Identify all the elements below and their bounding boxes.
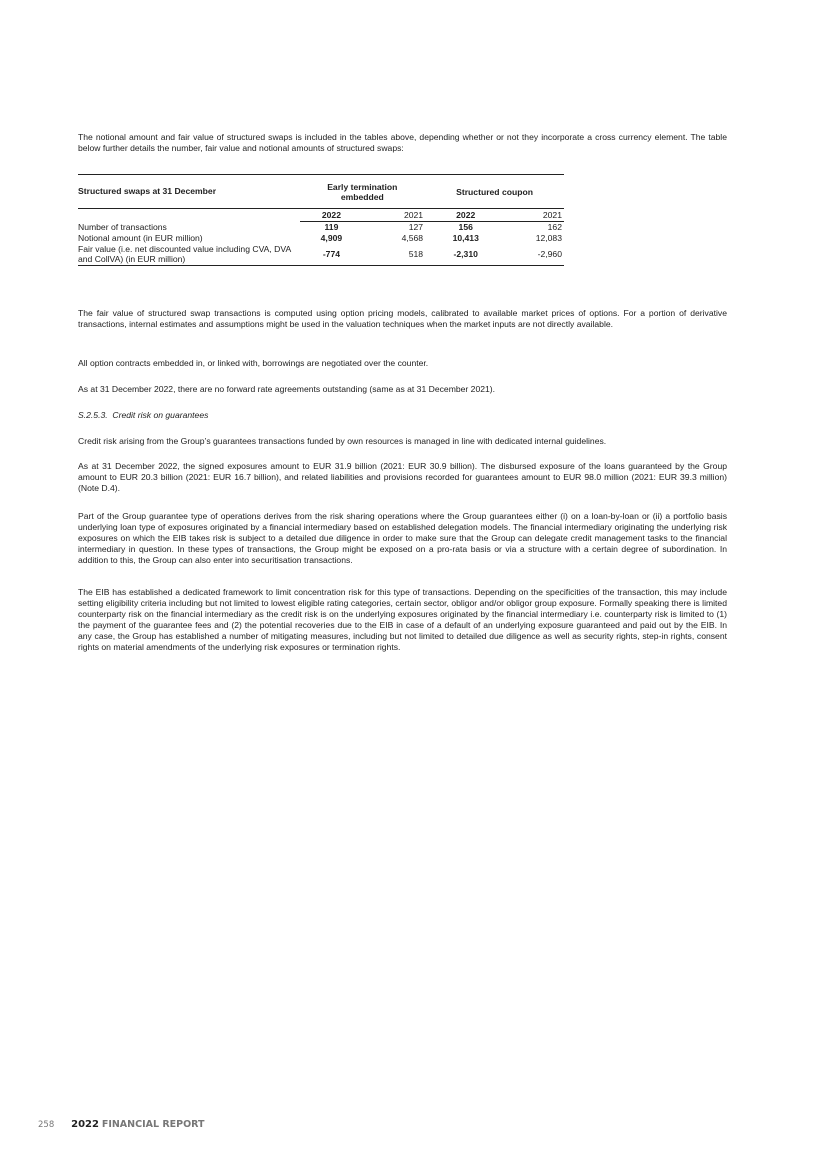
valuation-paragraph: The fair value of structured swap transactions is computed using option pricing models, calibrated to available market prices of options. For a portion of derivative transactions, internal estimates and assumptions might be used in the valuation techniques when the market inputs are not directly available. [78, 308, 727, 329]
cell: 10,413 [452, 233, 479, 243]
year-col-4: 2021 [506, 209, 564, 222]
table-row [78, 222, 564, 234]
table-header-row [78, 175, 564, 209]
cell: -2,960 [506, 244, 564, 266]
otc-paragraph: All option contracts embedded in, or linked with, borrowings are negotiated over the counter. [78, 358, 429, 368]
year-col-1: 2022 [300, 209, 364, 222]
guarantees-intro-paragraph: Credit risk arising from the Group’s guarantees transactions funded by own resources is managed in line with dedicated internal guidelines. [78, 436, 607, 446]
cell: 162 [547, 222, 562, 232]
year-header-row [78, 209, 564, 222]
risk-sharing-paragraph: Part of the Group guarantee type of operations derives from the risk sharing operations where the Group guarantees either (i) on a loan-by-loan or (ii) a portfolio basis underlying loan type of exposures originated by a financial intermediary based on established delegation models. The financial intermediary originating the underlying risk exposures on which the EIB takes risk is subject to a detailed due diligence in order to make sure that the Group can delegate credit management tasks to the financial intermediary in question. In these types of transactions, the Group might be exposed on a pro-rata basis or via a structure with a certain degree of subordination. In addition to this, the Group can also enter into securitisation transactions. [78, 511, 727, 565]
concentration-paragraph: The EIB has established a dedicated framework to limit concentration risk for this type of transactions. Depending on the specificities of the transaction, this may include setting eligibility criteria including but not limited to lowest eligible rating categories, certain sector, obligor and/or obligor group exposure. Formally speaking there is limited counterparty risk on the financial intermediary as the credit risk is on the underlying exposures originated by the financial intermediary i.e. counterparty risk is limited to (1) the payment of the guarantee fees and (2) the potential recoveries due to the EIB in case of a default of an underlying exposure guaranteed and paid out by the EIB. In any case, the Group has established a number of mitigating measures, including but not limited to detailed due diligence as well as security rights, step-in rights, consent rights on material amendments of the underlying risk exposures or termination rights. [78, 587, 727, 652]
cell: -2,310 [425, 244, 506, 266]
cell: 518 [363, 244, 425, 266]
cell: 12,083 [535, 233, 562, 243]
fra-paragraph: As at 31 December 2022, there are no forward rate agreements outstanding (same as at 31 December 2021). [78, 384, 496, 394]
table-row [78, 244, 564, 266]
cell: 119 [324, 222, 339, 232]
table-row [78, 233, 564, 244]
cell: 156 [458, 222, 473, 232]
section-title: Credit risk on guarantees [112, 410, 209, 420]
table-title: Structured swaps at 31 December [78, 175, 300, 209]
cell: 4,909 [320, 233, 343, 243]
section-number: S.2.5.3. [78, 410, 108, 420]
group-early-termination: Early termination embedded [300, 175, 426, 209]
year-col-3: 2022 [425, 209, 506, 222]
intro-paragraph: The notional amount and fair value of structured swaps is included in the tables above, depending whether or not they incorporate a cross currency element. The table below further details the number, fair value and notional amounts of structured swaps: [78, 132, 727, 153]
page-number: 258 [38, 1120, 55, 1130]
group-structured-coupon: Structured coupon [425, 175, 564, 209]
section-heading [78, 410, 208, 421]
report-year: 2022 [71, 1119, 99, 1130]
cell: 4,568 [401, 233, 424, 243]
structured-swaps-table [78, 174, 564, 266]
cell: -774 [300, 244, 364, 266]
exposures-paragraph: As at 31 December 2022, the signed exposures amount to EUR 31.9 billion (2021: EUR 30.9 billion). The disbursed exposure of the loans guaranteed by the Group amount to EUR 20.3 billion (2021: EUR 16.7 billion), and related liabilities and provisions recorded for guarantees amount to EUR 98.0 million (2021: EUR 39.3 million) (Note D.4). [78, 461, 727, 493]
report-title: FINANCIAL REPORT [101, 1119, 205, 1130]
year-col-2: 2021 [363, 209, 425, 222]
page-footer [38, 1119, 205, 1131]
row-label: Number of transactions [78, 221, 167, 232]
cell: 127 [408, 222, 424, 232]
row-label: Notional amount (in EUR million) [78, 233, 203, 243]
row-label: Fair value (i.e. net discounted value including CVA, DVA and CollVA) (in EUR million) [78, 244, 300, 266]
